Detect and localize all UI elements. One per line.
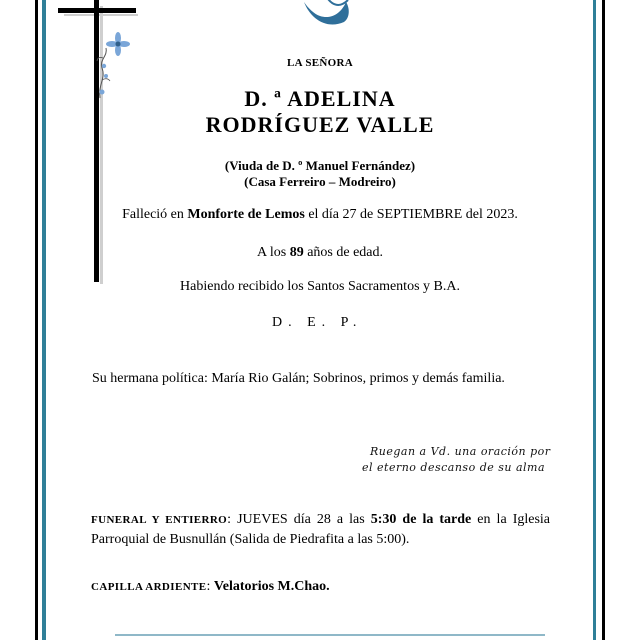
left-border-blue-line xyxy=(42,0,46,640)
funeral-colon: : xyxy=(227,512,238,527)
age-prefix: A los xyxy=(257,245,290,260)
chapel-block xyxy=(91,579,330,595)
funeral-place: en la Iglesia Parroquial de Busnullán (Salida de Piedrafita a las 5:00). xyxy=(91,512,551,547)
right-border-blue-line xyxy=(593,0,596,640)
house-line: (Casa Ferreiro – Modreiro) xyxy=(244,174,396,189)
lady-title: LA SEÑORA xyxy=(287,57,353,69)
dep-line: D. E. P. xyxy=(272,315,363,330)
dove-icon xyxy=(296,0,356,34)
deceased-name-first: D. ª ADELINA xyxy=(244,86,396,111)
chapel-colon: : xyxy=(206,579,214,594)
death-date: el día 27 de SEPTIEMBRE del 2023. xyxy=(304,207,518,222)
funeral-day: JUEVES día 28 a las xyxy=(237,512,371,527)
age-years: 89 xyxy=(289,245,304,260)
bottom-divider-line xyxy=(115,634,545,636)
death-place: Monforte de Lemos xyxy=(187,207,305,222)
widow-of-line: (Viuda de D. º Manuel Fernández) xyxy=(224,158,416,173)
age-suffix: años de edad. xyxy=(303,245,383,260)
cross-arm xyxy=(58,8,136,13)
death-prefix: Falleció en xyxy=(122,207,188,222)
left-border-black-line xyxy=(35,0,38,640)
funeral-block xyxy=(91,510,550,549)
age-line xyxy=(120,245,520,261)
chapel-value: Velatorios M.Chao. xyxy=(213,579,330,594)
right-border-black-line xyxy=(602,0,605,640)
funeral-time: 5:30 de la tarde xyxy=(370,512,472,527)
deceased-name-last: RODRÍGUEZ VALLE xyxy=(205,112,435,137)
prayer-line-1: Ruegan a Vd. una oración por xyxy=(370,445,551,458)
family-line: Su hermana política: María Rio Galán; Sobrinos, primos y demás familia. xyxy=(92,371,505,386)
death-notice-line xyxy=(80,207,560,223)
sacraments-line: Habiendo recibido los Santos Sacramentos y B.A. xyxy=(180,279,460,294)
chapel-label: CAPILLA ARDIENTE xyxy=(91,581,207,593)
funeral-label: FUNERAL Y ENTIERRO xyxy=(91,514,228,526)
cross-arm-shadow xyxy=(64,14,138,16)
prayer-line-2: el eterno descanso de su alma xyxy=(362,461,546,474)
